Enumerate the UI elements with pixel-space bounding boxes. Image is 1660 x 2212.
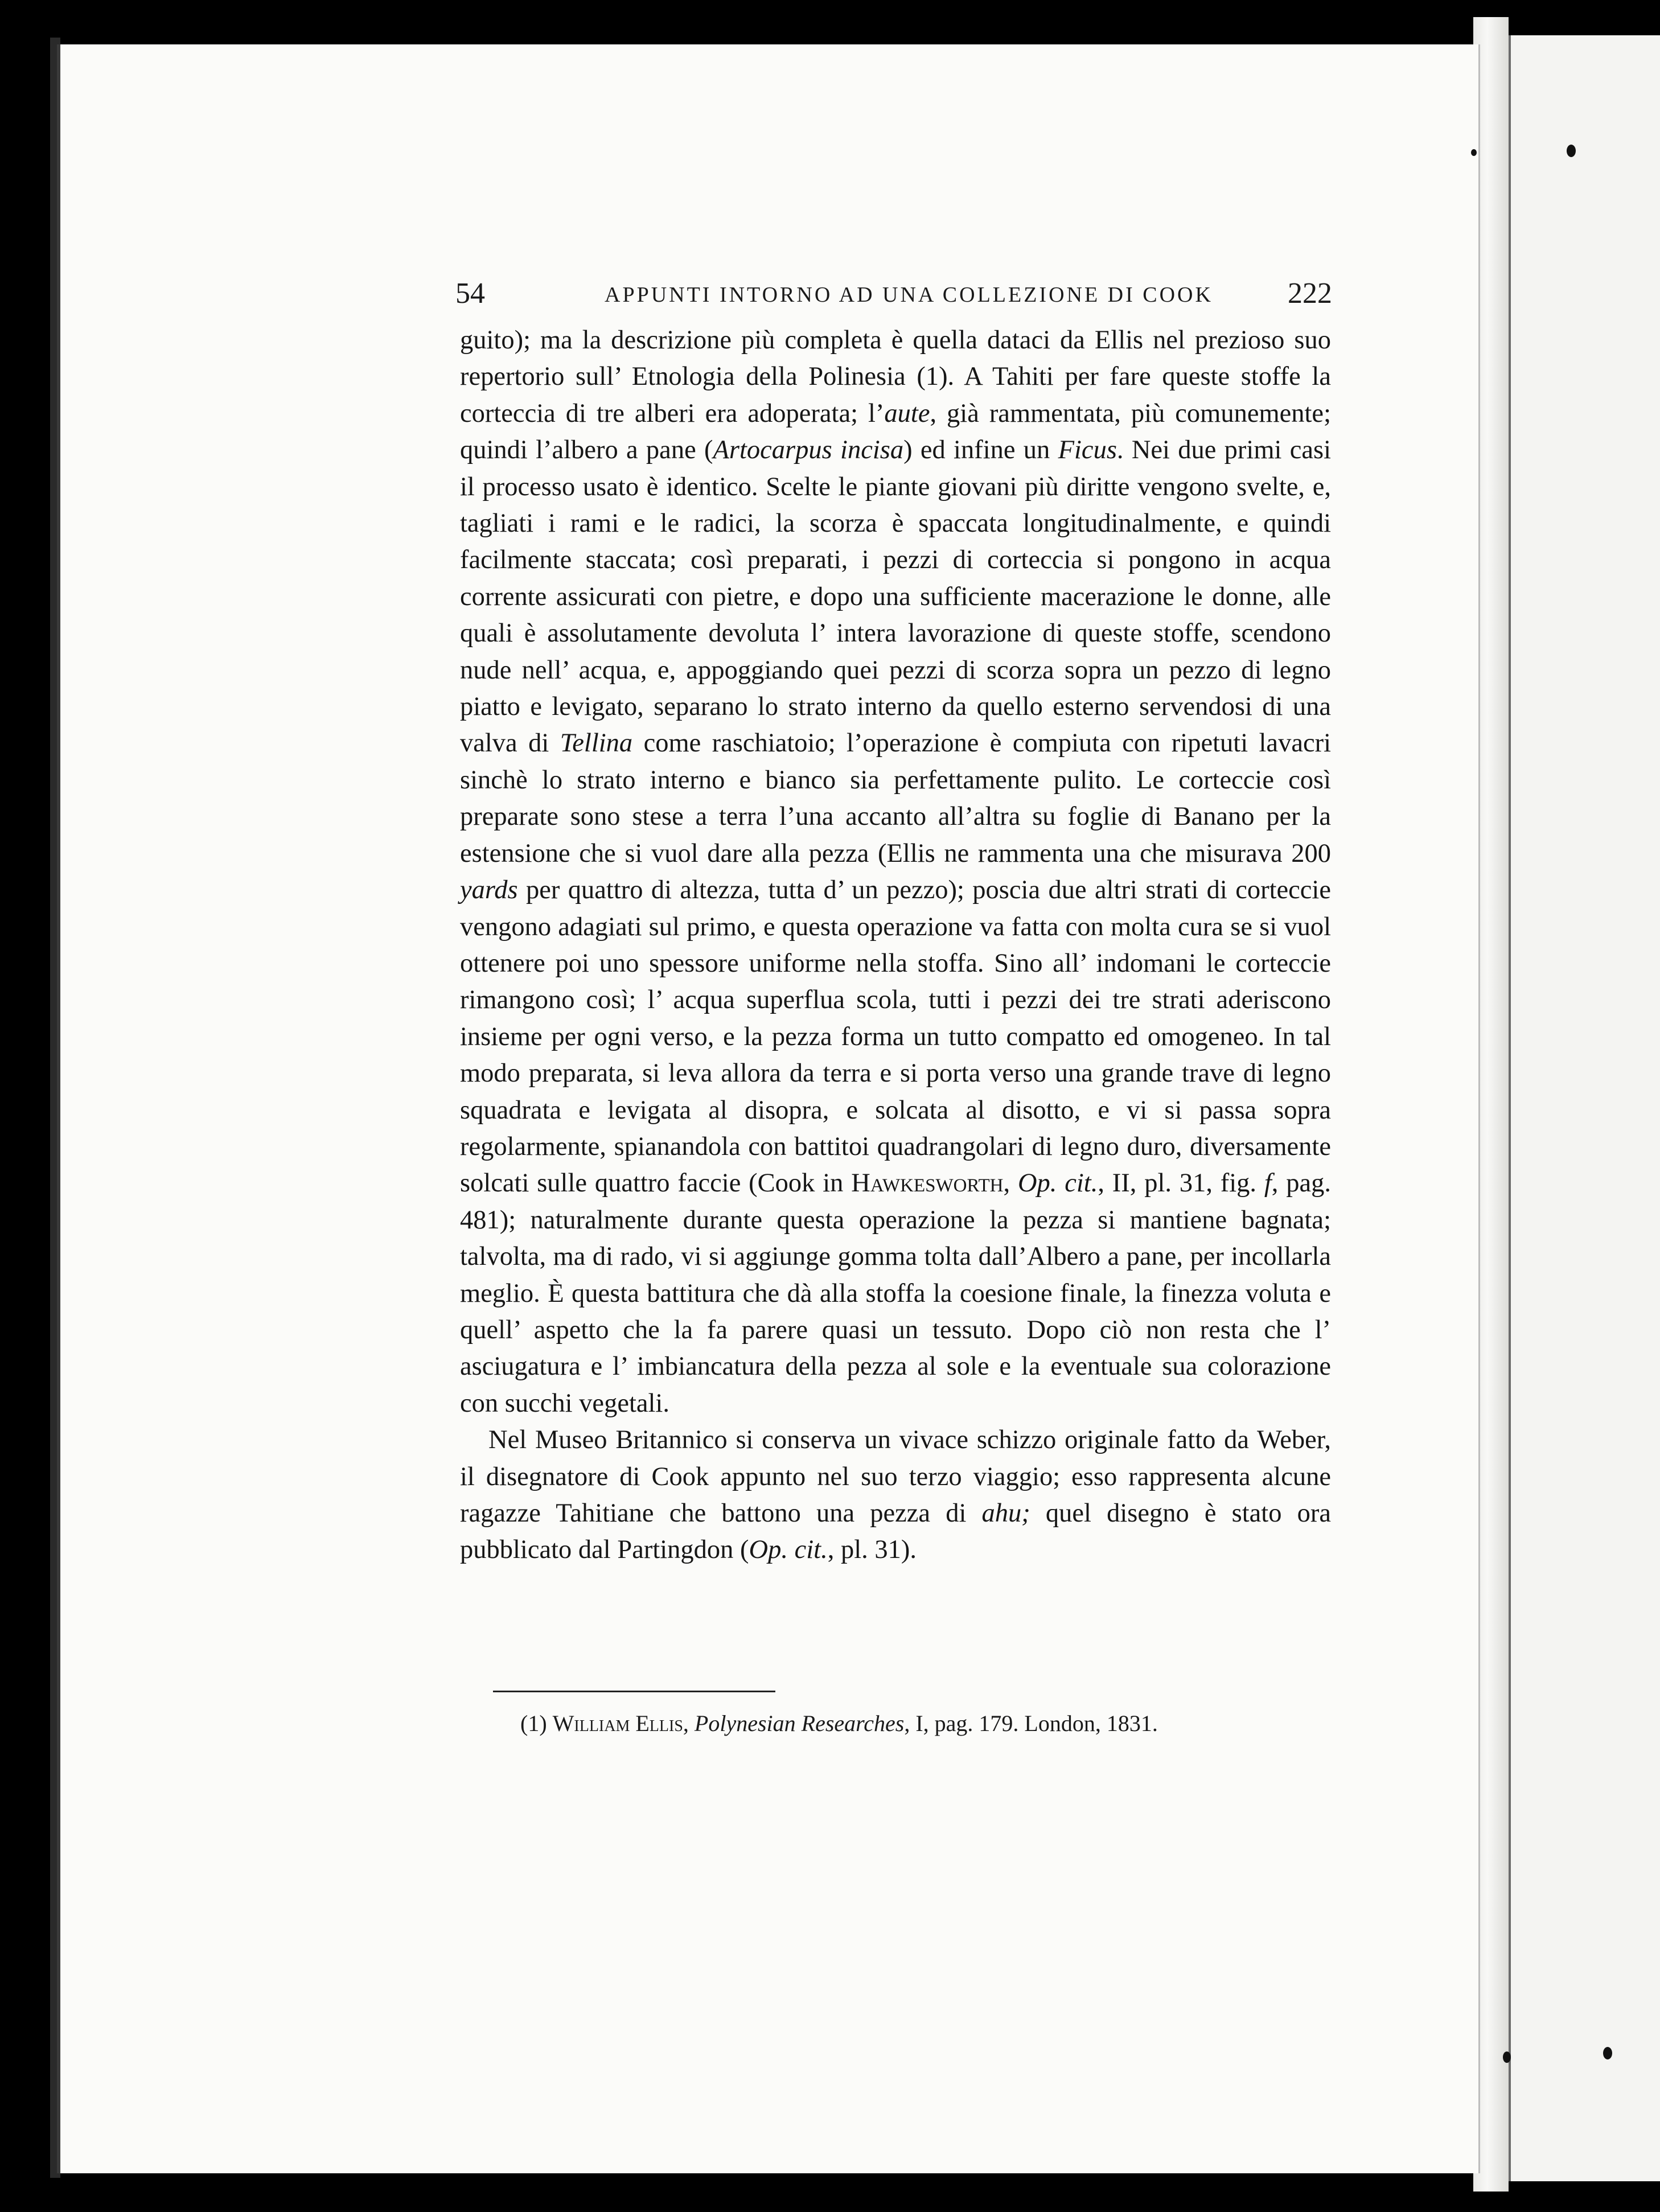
adjacent-page: [1509, 35, 1660, 2181]
page-number-left: 54: [455, 277, 485, 310]
scan-dot-mark: [1503, 2051, 1511, 2063]
page-number-right: 222: [1288, 277, 1332, 310]
paragraph: guito); ma la descrizione più completa è quella dataci da Ellis nel prezioso suo repertorio sull’ Etnologia della Polinesia (1). A Tahiti per fare queste stoffe la corteccia di tre alberi era adoperata; l’aute, già rammentata, più comunemente; quindi l’albero a pane (Artocarpus incisa) ed infine un Ficus. Nei due primi casi il processo usato è identico. Scelte le piante giovani più diritte vengono svelte, e, tagliati i rami e le radici, la scorza è spaccata longitudinalmente, e quindi facilmente staccata; così preparati, i pezzi di corteccia si pongono in acqua corrente assicurati con pietre, e dopo una sufficiente macerazione le donne, alle quali è assolutamente devoluta l’ intera lavorazione di queste stoffe, scendono nude nell’ acqua, e, appoggiando quei pezzi di scorza sopra un pezzo di legno piatto e levigato, separano lo strato interno da quello esterno servendosi di una valva di Tellina come raschiatoio; l’operazione è compiuta con ripetuti lavacri sinchè lo strato interno e bianco sia perfettamente pulito. Le corteccie così preparate sono stese a terra l’una accanto all’altra su foglie di Banano per la estensione che si vuol dare alla pezza (Ellis ne rammenta una che misurava 200 yards per quattro di altezza, tutta d’ un pezzo); poscia due altri strati di corteccie vengono adagiati sul primo, e questa operazione va fatta con molta cura se si vuol ottenere poi uno spessore uniforme nella stoffa. Sino all’ indomani le corteccie rimangono così; l’ acqua superflua scola, tutti i pezzi dei tre strati aderiscono insieme per ogni verso, e la pezza forma un tutto compatto ed omogeneo. In tal modo preparata, si leva allora da terra e si porta verso una grande trave di legno squadrata e levigata al disopra, e solcata al disotto, e vi si passa sopra regolarmente, spianandola con battitoi quadrangolari di legno duro, diversamente solcati sulle quattro faccie (Cook in Hawkesworth, Op. cit., II, pl. 31, fig. f, pag. 481); naturalmente durante questa operazione la pezza si mantiene bagnata; talvolta, ma di rado, vi si aggiunge gomma tolta dall’Albero a pane, per incollarla meglio. È questa battitura che dà alla stoffa la coesione finale, la finezza voluta e quell’ aspetto che la fa parere quasi un tessuto. Dopo ciò non resta che l’ asciugatura e l’ imbiancatura della pezza al sole e la eventuale sua colorazione con succhi vegetali.: [460, 326, 1332, 1418]
paragraph: Nel Museo Britannico si conserva un vivace schizzo originale fatto da Weber, il disegnatore di Cook appunto nel suo terzo viaggio; esso rappresenta alcune ragazze Tahitiane che battono una pezza di ahu; quel disegno è stato ora pubblicato dal Partingdon (Op. cit., pl. 31).: [460, 1425, 1331, 1565]
body-text: [460, 322, 1331, 1569]
scan-dot-mark: [1603, 2047, 1612, 2059]
footnote: (1) William Ellis, Polynesian Researches, I, pag. 179. London, 1831.: [520, 1711, 1158, 1736]
scan-dot-mark: [1567, 145, 1576, 157]
running-title: APPUNTI INTORNO AD UNA COLLEZIONE DI COOK: [605, 283, 1213, 307]
running-header: [455, 277, 1332, 316]
scan-dot-mark: [1471, 149, 1477, 156]
footnote-rule: [493, 1691, 775, 1692]
